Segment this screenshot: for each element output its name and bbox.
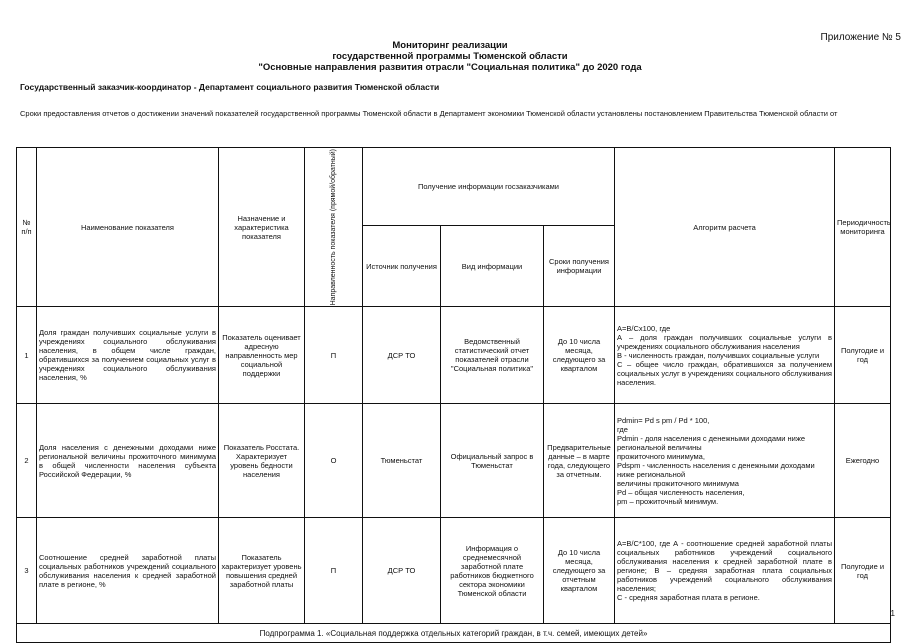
row-source: Тюменьстат	[363, 404, 441, 518]
algorithm-line: величины прожиточного минимума	[617, 478, 739, 488]
algorithm-line: прожиточного минимума,	[617, 451, 705, 461]
header-direction-cell	[305, 148, 363, 307]
algorithm-line: В - численность граждан, получивших социальные услуги	[617, 350, 820, 360]
monitoring-table	[16, 147, 891, 643]
row-num: 1	[17, 307, 37, 404]
row-deadline: До 10 числа месяца, следующего за отчетным кварталом	[544, 518, 615, 624]
table-row	[17, 518, 891, 624]
table-row	[17, 307, 891, 404]
page-number: 1	[890, 609, 895, 618]
title-line-3: "Основные направления развития отрасли "Социальная политика" до 2020 года	[258, 62, 642, 73]
header-num: № п/п	[17, 148, 37, 307]
row-source: ДСР ТО	[363, 307, 441, 404]
header-source: Источник получения	[363, 225, 441, 307]
algorithm-line: Pd – общая численность населения,	[617, 487, 745, 497]
header-info-group: Получение информации госзаказчиками	[363, 148, 615, 226]
algorithm-line: А=В/С*100, где А - соотношение средней заработной платы социальных работников учреждений социального обслуживания населения к средней заработной плате в регионе; В – средняя заработная плата социальных работников учреждений социального обслуживания населения;	[617, 539, 832, 594]
header-row-1	[17, 148, 891, 226]
row-deadline: Предварительные данные – в марте года, следующего за отчетным.	[544, 404, 615, 518]
row-algorithm	[615, 518, 835, 624]
row-name: Доля населения с денежными доходами ниже региональной величины прожиточного минимума в общей численности населения субъекта Российской Федерации, %	[37, 404, 219, 518]
row-info-type: Официальный запрос в Тюменьстат	[441, 404, 544, 518]
row-algorithm	[615, 307, 835, 404]
header-periodicity: Периодичность мониторинга	[835, 148, 891, 307]
appendix-label: Приложение № 5	[820, 32, 901, 43]
row-direction: О	[305, 404, 363, 518]
row-periodicity: Полугодие и год	[835, 518, 891, 624]
row-name: Доля граждан получивших социальные услуги в учреждениях социального обслуживания населения, в общем числе граждан, обратившихся за получением социальных услуг в учреждениях социального обслуживания населения, %	[37, 307, 219, 404]
algorithm-line: Pdspm - численность населения с денежными доходами ниже региональной	[617, 460, 815, 479]
algorithm-line: Pdmin - доля населения с денежными доходами ниже региональной величины	[617, 433, 806, 452]
row-direction: П	[305, 518, 363, 624]
row-deadline: До 10 числа месяца, следующего за кварталом	[544, 307, 615, 404]
header-deadline: Сроки получения информации	[544, 225, 615, 307]
row-num: 3	[17, 518, 37, 624]
algorithm-line: где	[617, 424, 628, 434]
algorithm-line: А – доля граждан получивших социальные услуги в учреждениях социального обслуживания населения	[617, 332, 832, 351]
header-info-type: Вид информации	[441, 225, 544, 307]
title-line-2: государственной программы Тюменской области	[332, 51, 568, 62]
row-info-type: Информация о среднемесячной заработной плате работников бюджетного сектора экономики Тюменской области	[441, 518, 544, 624]
header-direction: Направленность показателя (прямой/обратный)	[329, 149, 337, 306]
row-algorithm	[615, 404, 835, 518]
row-periodicity: Ежегодно	[835, 404, 891, 518]
document-title	[230, 40, 670, 73]
header-algorithm: Алгоритм расчета	[615, 148, 835, 307]
header-purpose: Назначение и характеристика показателя	[219, 148, 305, 307]
title-line-1: Мониторинг реализации	[392, 40, 508, 51]
algorithm-line: pm – прожиточный минимум.	[617, 496, 719, 506]
algorithm-line: Pdmin= Pd s pm / Pd * 100,	[617, 415, 710, 425]
row-purpose: Показатель Росстата. Характеризует уровень бедности населения	[219, 404, 305, 518]
subprogram-title: Подпрограмма 1. «Социальная поддержка отдельных категорий граждан, в т.ч. семей, имеющих детей»	[17, 624, 891, 643]
terms-line: Сроки предоставления отчетов о достижении значений показателей государственной программы Тюменской области в Департамент экономики Тюменской области установлены постановлением Правительства Тюменской области от	[20, 109, 838, 118]
header-name: Наименование показателя	[37, 148, 219, 307]
row-num: 2	[17, 404, 37, 518]
algorithm-line: С - средняя заработная плата в регионе.	[617, 593, 760, 603]
subprogram-row	[17, 624, 891, 643]
algorithm-line: А=В/Сх100, где	[617, 323, 671, 333]
customer-line: Государственный заказчик-координатор - Департамент социального развития Тюменской области	[20, 82, 440, 92]
table-row	[17, 404, 891, 518]
row-direction: П	[305, 307, 363, 404]
row-source: ДСР ТО	[363, 518, 441, 624]
row-info-type: Ведомственный статистический отчет показателей отрасли "Социальная политика"	[441, 307, 544, 404]
row-name: Соотношение средней заработной платы социальных работников учреждений социального обслуживания населения к средней заработной плате в регионе, %	[37, 518, 219, 624]
row-purpose: Показатель характеризует уровень повышения средней заработной платы	[219, 518, 305, 624]
row-purpose: Показатель оценивает адресную направленность мер социальной поддержки	[219, 307, 305, 404]
algorithm-line: С – общее число граждан, обратившихся за получением социальных услуг в учреждениях социального обслуживания населения.	[617, 359, 832, 387]
row-periodicity: Полугодие и год	[835, 307, 891, 404]
